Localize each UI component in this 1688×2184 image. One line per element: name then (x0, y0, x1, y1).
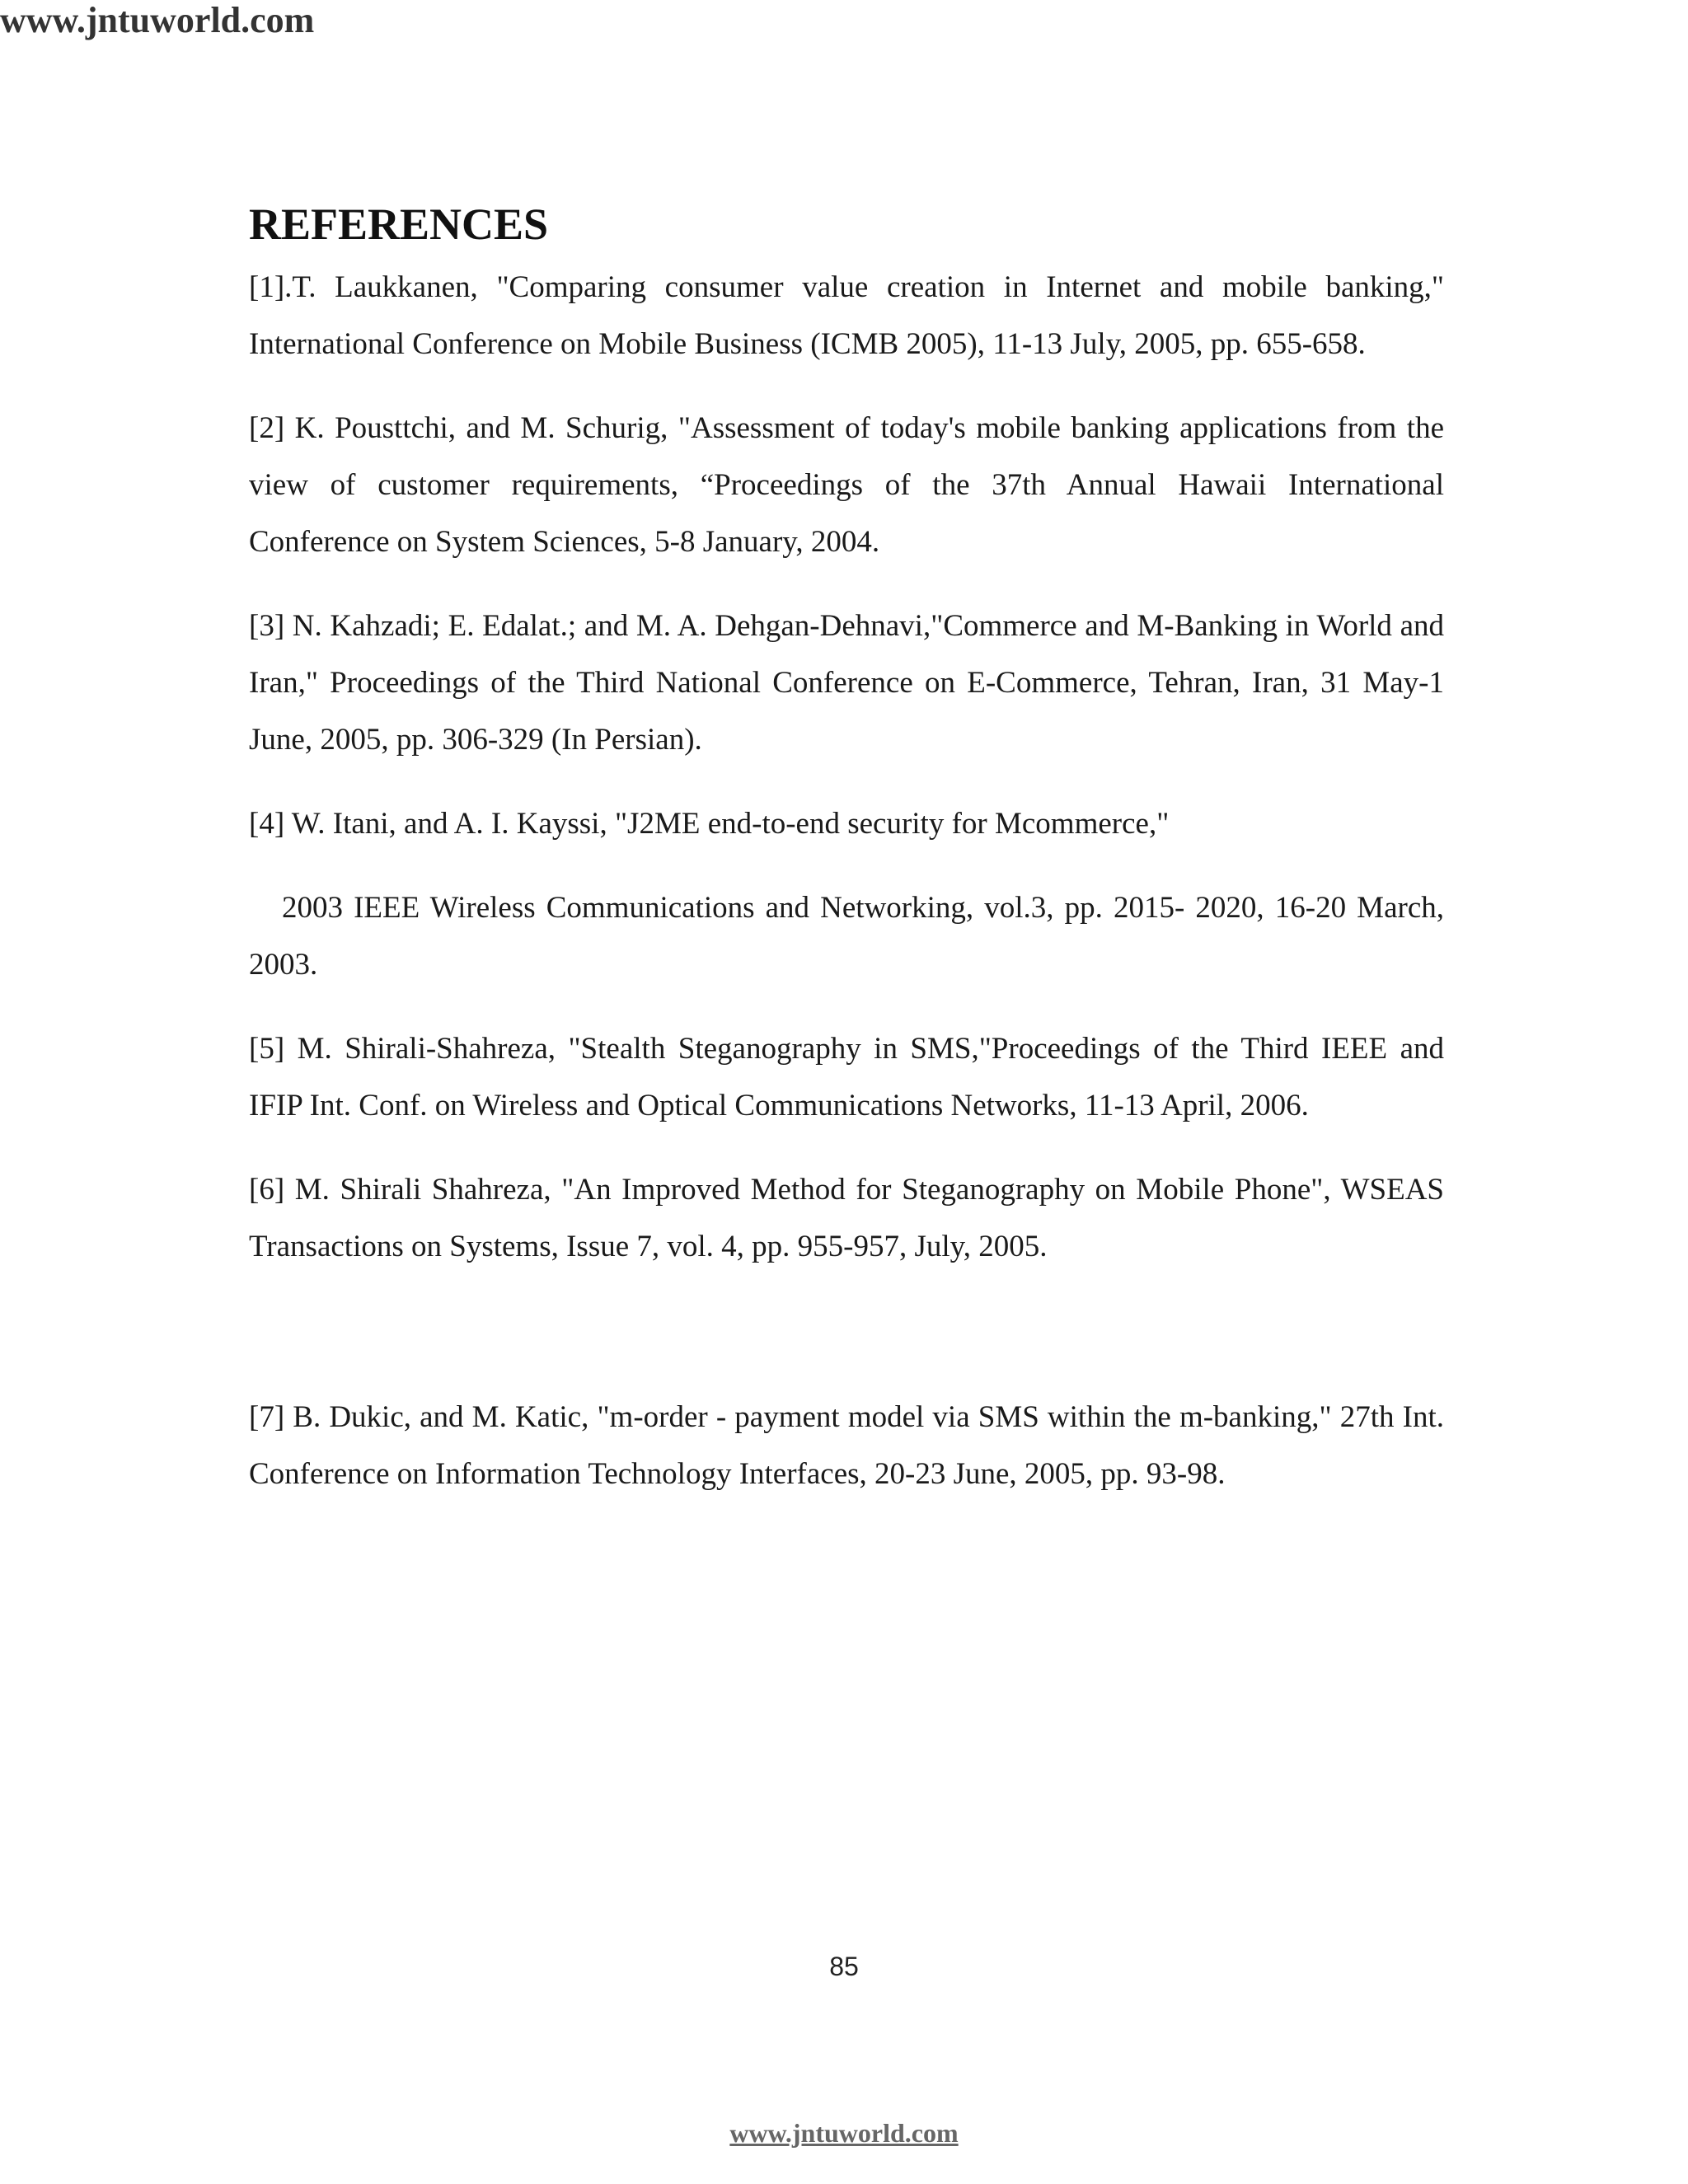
page-title: REFERENCES (249, 199, 549, 249)
site-header-watermark: www.jntuworld.com (0, 0, 315, 40)
reference-item-1: [1].T. Laukkanen, "Comparing consumer value creation in Internet and mobile banking," International Conference on Mobile Business (ICMB 2005), 11-13 July, 2005, pp. 655-658. (249, 270, 1444, 361)
reference-item-2: [2] K. Pousttchi, and M. Schurig, "Assessment of today's mobile banking applications from the view of customer requirements, “Proceedings of the 37th Annual Hawaii International Conference on System Sciences, 5-8 January, 2004. (249, 411, 1444, 559)
reference-item-5: [5] M. Shirali-Shahreza, "Stealth Steganography in SMS,"Proceedings of the Third IEEE and IFIP Int. Conf. on Wireless and Optical Communications Networks, 11-13 April, 2006. (249, 1032, 1444, 1122)
reference-item-7: [7] B. Dukic, and M. Katic, "m-order - payment model via SMS within the m-banking," 27th Int. Conference on Information Technology Interfaces, 20-23 June, 2005, pp. 93-98. (249, 1400, 1444, 1491)
references-section (249, 198, 1444, 1530)
reference-item-6: [6] M. Shirali Shahreza, "An Improved Method for Steganography on Mobile Phone", WSEAS Transactions on Systems, Issue 7, vol. 4, pp. 955-957, July, 2005. (249, 1173, 1444, 1263)
reference-item-4: [4] W. Itani, and A. I. Kayssi, "J2ME end-to-end security for Mcommerce," (249, 807, 1170, 841)
reference-item-4-continuation: 2003 IEEE Wireless Communications and Networking, vol.3, pp. 2015- 2020, 16-20 March, 2003. (249, 891, 1444, 982)
reference-item-3: [3] N. Kahzadi; E. Edalat.; and M. A. Dehgan-Dehnavi,"Commerce and M-Banking in World and Iran," Proceedings of the Third National Conference on E-Commerce, Tehran, Iran, 31 May-1 June, 2005, pp. 306-329 (In Persian). (249, 609, 1444, 757)
page-number: 85 (829, 1952, 859, 1981)
site-footer-link[interactable]: www.jntuworld.com (729, 2118, 959, 2148)
